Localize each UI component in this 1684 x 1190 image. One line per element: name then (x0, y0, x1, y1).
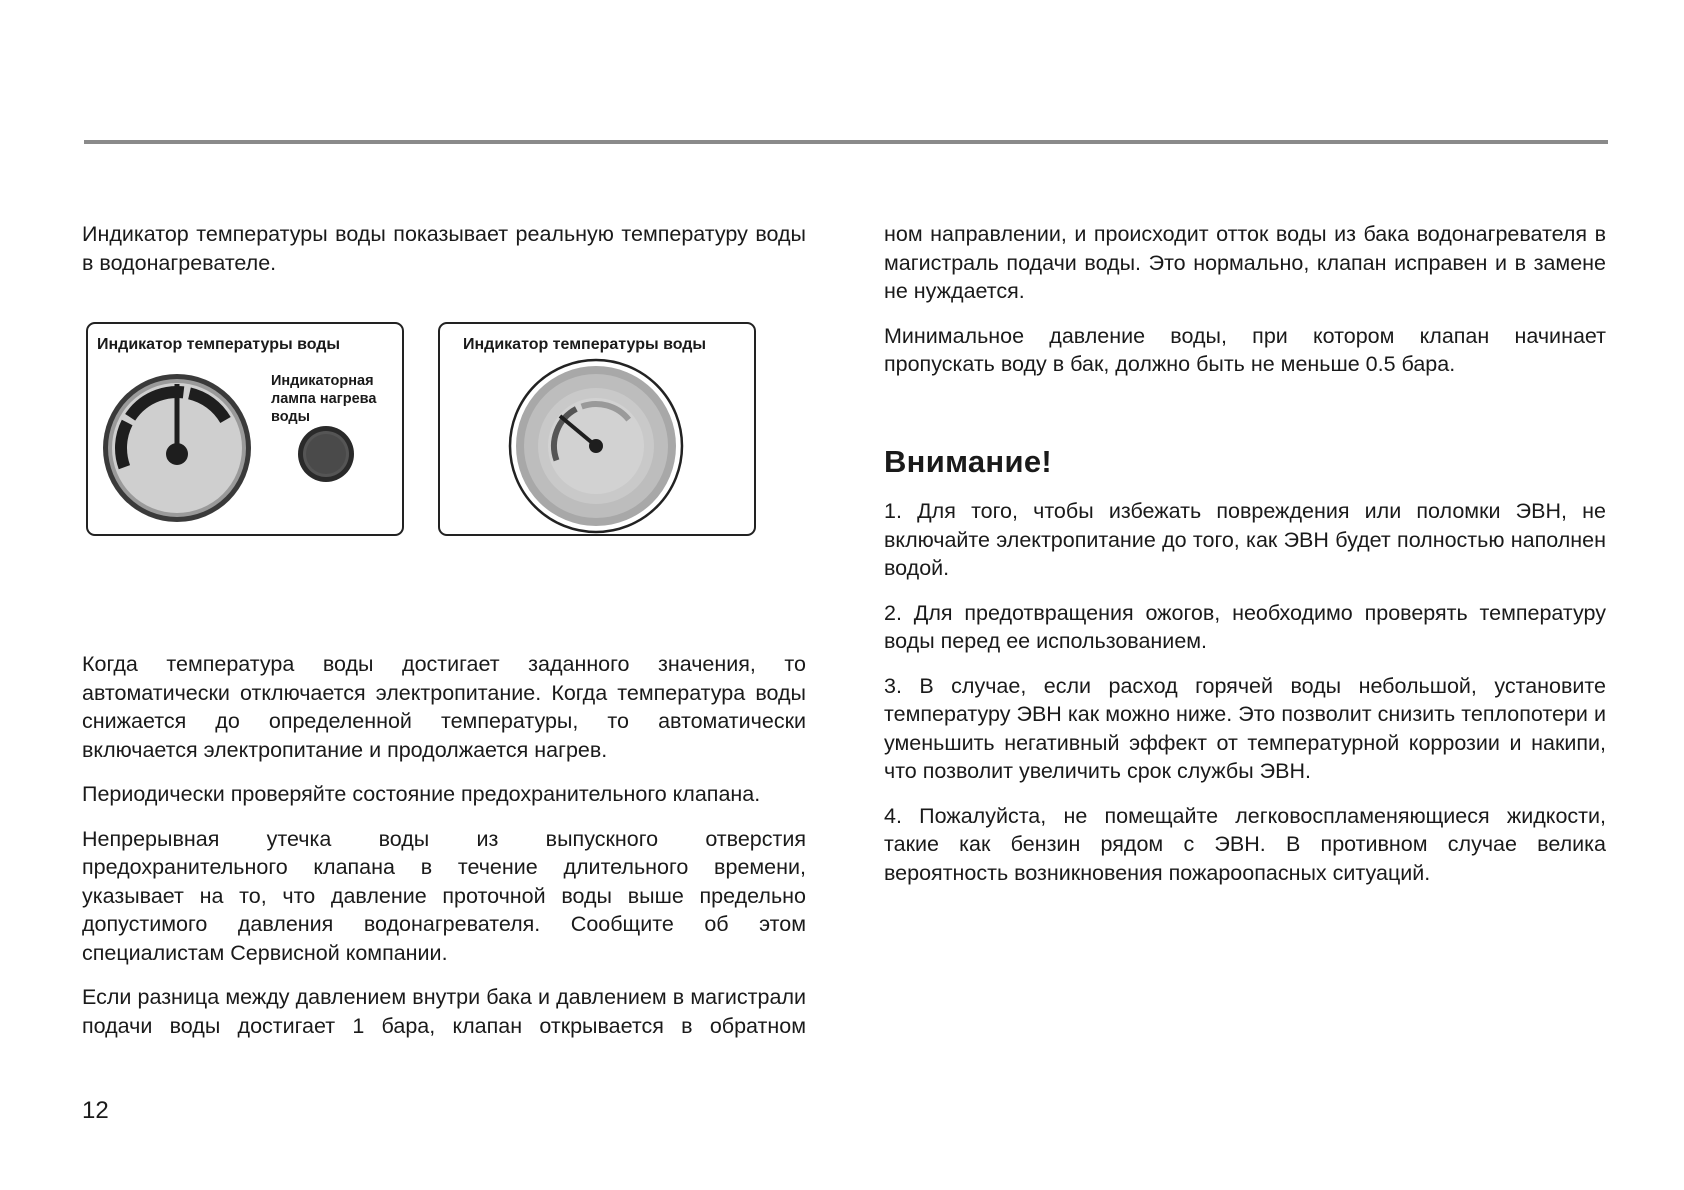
valve-leak-paragraph: Непрерывная утечка воды из выпускного отверстия предохранительного клапана в течение длительного времени, указывает на то, что давление проточной воды выше предельно допустимого давления водонагревателя. Сообщите об этом специалистам Сервисной компании. (82, 826, 806, 965)
heating-lamp-label-line-3: воды (271, 409, 310, 425)
warning-item-2: 2. Для предотвращения ожогов, необходимо проверять температуру воды перед ее использованием. (884, 600, 1606, 653)
warning-heading: Внимание! (884, 444, 1052, 479)
heating-lamp-label-line-1: Индикаторная (271, 373, 374, 389)
page-number: 12 (82, 1097, 109, 1124)
left-column-body (82, 650, 806, 1056)
warning-item-4: 4. Пожалуйста, не помещайте легковоспламеняющиеся жидкости, такие как бензин рядом с ЭВН. В противном случае велика вероятность возникновения пожароопасных ситуаций. (884, 803, 1606, 885)
pressure-difference-paragraph: Если разница между давлением внутри бака и давлением в магистрали подачи воды достигает 1 бара, клапан открывается в обратном (82, 985, 806, 1038)
left-column-intro (82, 220, 806, 293)
intro-paragraph: Индикатор температуры воды показывает реальную температуру воды в водонагревателе. (82, 222, 806, 275)
temperature-gauge-icon (97, 368, 257, 528)
valve-check-paragraph: Периодически проверяйте состояние предохранительного клапана. (82, 782, 761, 806)
warning-item-1: 1. Для того, чтобы избежать повреждения или поломки ЭВН, не включайте электропитание до того, как ЭВН будет полностью наполнен водой. (884, 499, 1606, 580)
header-rule (84, 140, 1608, 144)
auto-shutoff-paragraph: Когда температура воды достигает заданного значения, то автоматически отключается электропитание. Когда температура воды снижается до определенной температуры, то автоматически включается электропитание и продолжается нагрев. (82, 652, 806, 762)
temperature-indicator-panel-2 (438, 322, 756, 536)
heating-lamp-icon (296, 424, 356, 484)
minimum-pressure-paragraph: Минимальное давление воды, при котором клапан начинает пропускать воду в бак, должно быть не меньше 0.5 бара. (884, 323, 1606, 376)
continuation-paragraph: ном направлении, и происходит отток воды из бака водонагревателя в магистраль подачи воды. Это нормально, клапан исправен и в замене не нуждается. (884, 222, 1606, 303)
temperature-indicator-panel-1 (86, 322, 404, 536)
warning-list (884, 497, 1606, 903)
panel-1-title: Индикатор температуры воды (97, 336, 341, 353)
warning-item-3: 3. В случае, если расход горячей воды небольшой, установите температуру ЭВН как можно ниже. Это позволит снизить теплопотери и уменьшить негативный эффект от температурной коррозии и накипи, что позволит увеличить срок службы ЭВН. (884, 673, 1606, 783)
right-column-body (884, 220, 1606, 395)
dial-thermometer-icon (508, 358, 684, 534)
heating-lamp-label (271, 372, 376, 426)
panel-2-title: Индикатор температуры воды (463, 336, 707, 353)
heating-lamp-label-line-2: лампа нагрева (271, 391, 377, 407)
